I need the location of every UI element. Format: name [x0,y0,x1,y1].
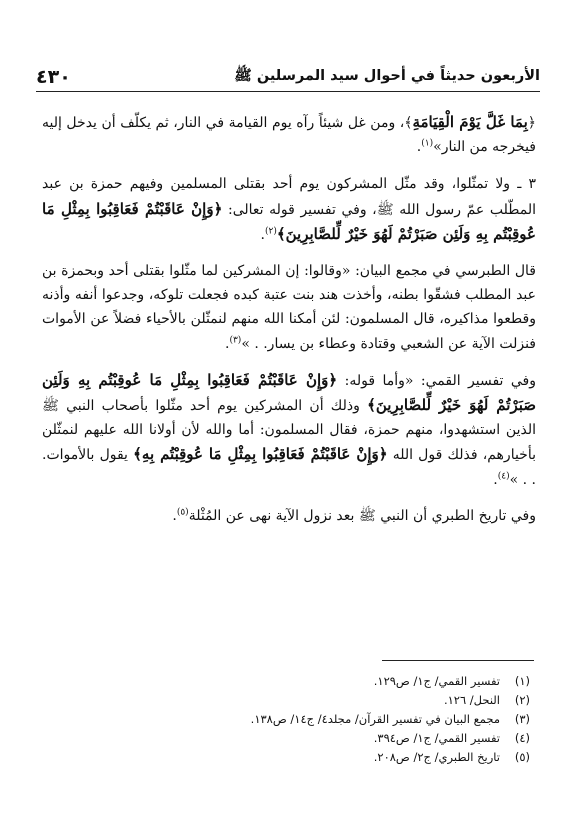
page-header [36,64,540,92]
footnote-item: (٥) تاريخ الطبري/ ج٢/ ص٢٠٨. [373,750,530,764]
footnote-ref: (١) [421,138,434,149]
quran-verse: ﴿وَإِنْ عَاقَبْتُمْ فَعَاقِبُوا بِمِثْلِ مَا عُوقِبْتُم بِهِ وَلَئِن صَبَرْتُمْ لَهُوَ خَيْرٌ لِّلصَّابِرِينَ﴾ [42,370,536,415]
running-title: الأربعون حديثاً في أحوال سيد المرسلين ﷺ [234,68,540,84]
footnote-ref: (٢) [264,226,277,237]
paragraph-3: قال الطبرسي في مجمع البيان: «وقالوا: إن المشركين لما مثّلوا بقتلى أحد وبحمزة بن عبد المطلب فشقّوا بطنه، وأخذت هند بنت عتبة كبده فجعلت تلوكه، وجدعوا أنفه وأذنه وقطعوا مذاكيره، قال المسلمون: لئن أمكنا الله منهم لنمثّلن بالأحياء فضلاً عن الأموات فنزلت الآية عن الشعبي وقتادة وعطاء بن يسار. . »$^{(٣)}$. [42,263,536,352]
paragraph-4: وفي تفسير القمي: «وأما قوله: ﴿وَإِنْ عَاقَبْتُمْ فَعَاقِبُوا بِمِثْلِ مَا عُوقِبْتُم بِهِ وَلَئِن صَبَرْتُمْ لَهُوَ خَيْرٌ لِّلصَّابِرِينَ﴾ وذلك أن المشركين يوم أحد مثّلوا بأصحاب النبي ﷺ الذين استشهدوا، منهم حمزة، فقال المسلمون: أما والله لأن أولانا الله عليهم لنمثّلن بأخيارهم، فذلك قول الله ﴿وَإِنْ عَاقَبْتُمْ فَعَاقِبُوا بِمِثْلِ مَا عُوقِبْتُم بِهِ﴾ يقول بالأموات. . . »$^{(٤)}$. [42,370,536,488]
footnote-divider [382,660,534,661]
footnote-item: (١) تفسير القمي/ ج١/ ص١٢٩. [373,674,530,688]
footnote-ref: (٤) [497,470,510,481]
page-number: ٤٣٠ [36,66,71,88]
paragraph-1: ﴿بِمَا غَلَّ يَوْمَ الْقِيَامَةِ﴾، ومن غل شيئاً رآه يوم القيامة في النار، ثم يكلّف أن يدخل إليه فيخرجه من النار»$^{(١)}$. [42,113,536,156]
quran-verse: ﴿وَإِنْ عَاقَبْتُمْ فَعَاقِبُوا بِمِثْلِ مَا عُوقِبْتُم بِهِ﴾ [133,445,388,464]
quran-verse: ﴿وَإِنْ عَاقَبْتُمْ فَعَاقِبُوا بِمِثْلِ مَا عُوقِبْتُم بِهِ وَلَئِن صَبَرْتُمْ لَهُوَ خَيْرٌ لِّلصَّابِرِينَ﴾ [42,199,536,243]
footnotes [60,672,530,767]
footnote-item: (٣) مجمع البيان في تفسير القرآن/ مجلد٤/ ج١٤/ ص١٣٨. [250,712,530,726]
quran-verse: بِمَا غَلَّ يَوْمَ الْقِيَامَةِ [412,113,528,131]
footnote-item: (٤) تفسير القمي/ ج١/ ص٣٩٤. [373,731,530,745]
body-text [42,110,536,540]
footnote-ref: (٣) [229,334,242,345]
footnote-ref: (٥) [176,507,189,518]
paragraph-5: وفي تاريخ الطبري أن النبي ﷺ بعد نزول الآية نهى عن المُثْلة$^{(٥)}$. [172,507,536,524]
footnote-item: (٢) النحل/ ١٢٦. [443,693,530,707]
paragraph-2: ٣ ـ ولا تمثّلوا، وقد مثّل المشركون يوم أحد بقتلى المسلمين وفيهم حمزة بن عبد المطّلب عمّ رسول الله ﷺ، وفي تفسير قوله تعالى: ﴿وَإِنْ عَاقَبْتُمْ فَعَاقِبُوا بِمِثْلِ مَا عُوقِبْتُم بِهِ وَلَئِن صَبَرْتُمْ لَهُوَ خَيْرٌ لِّلصَّابِرِينَ﴾$^{(٢)}$. [42,176,537,243]
